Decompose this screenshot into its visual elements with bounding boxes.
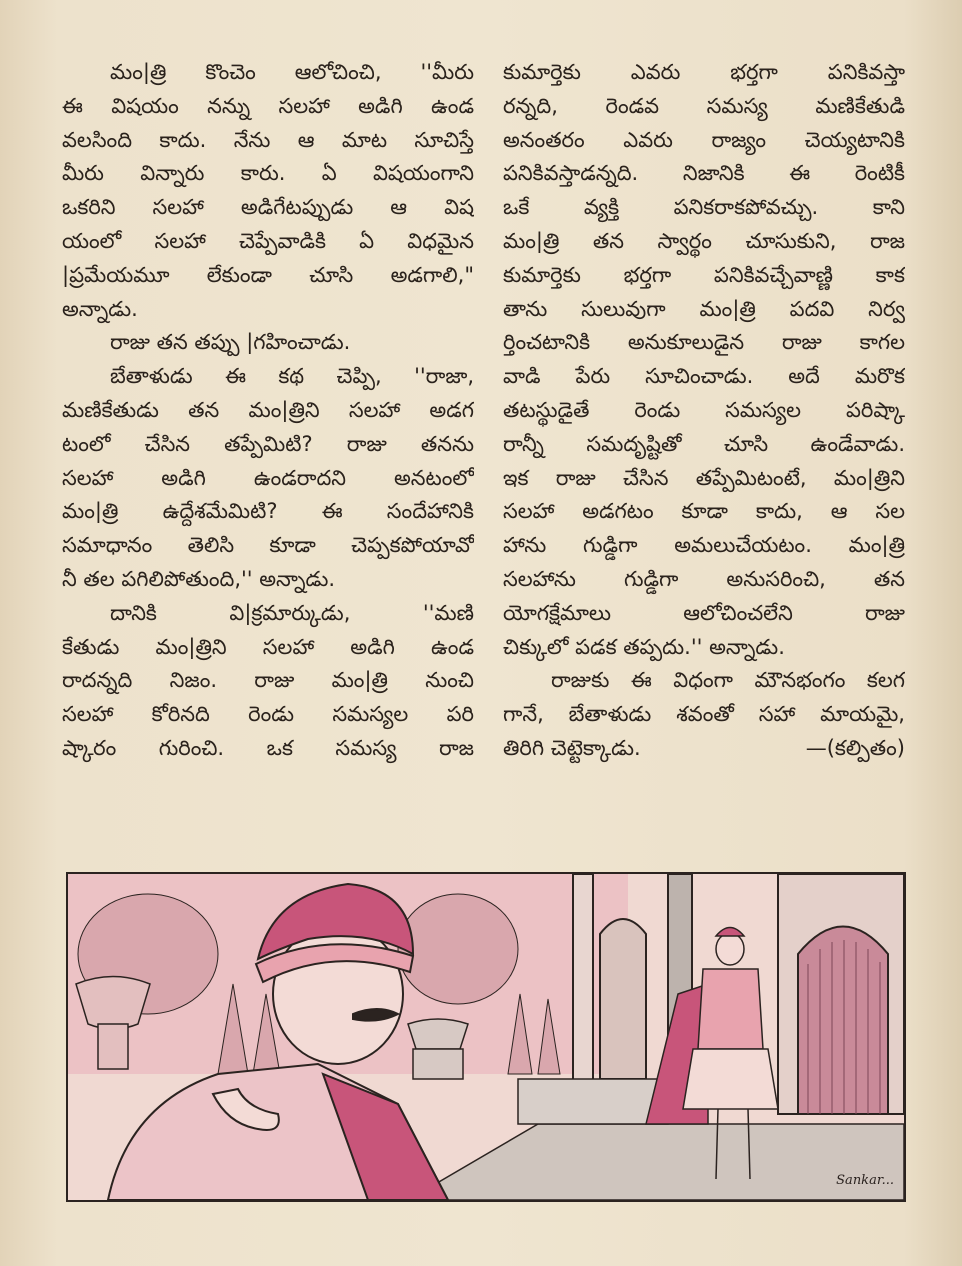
left-paragraph-4 xyxy=(62,597,474,766)
steps xyxy=(518,1079,668,1124)
text-line: అన్నాడు. xyxy=(62,296,138,321)
text-line: గానే, బేతాళుడు శవంతో సహా మాయమై, xyxy=(503,702,905,727)
text-line: తిరిగి చెట్టెక్కాడు. xyxy=(503,735,641,760)
text-line: చిక్కులో పడక తప్పదు.'' అన్నాడు. xyxy=(503,634,785,659)
text-line: సలహా అడిగి ఉండరాదని అనటంలో xyxy=(62,465,474,490)
text-line: ఒకరిని సలహా అడిగేటప్పుడు ఆ విష xyxy=(62,195,474,220)
text-line: మం|త్రి తన స్వార్థం చూసుకుని, రాజ xyxy=(503,228,905,253)
text-line: రన్నది, రెండవ సమస్య మణికేతుడి xyxy=(503,93,905,118)
text-line: మం|త్రి ఉద్దేశమేమిటి? ఈ సందేహానికి xyxy=(62,499,474,524)
text-line: ర్తించటానికి అనుకూలుడైన రాజు కాగల xyxy=(503,330,905,355)
text-line: రాన్నీ సమదృష్టితో చూసి ఉండేవాడు. xyxy=(503,431,905,456)
right-paragraph-1 xyxy=(503,56,905,664)
text-line: ఒకే వ్యక్తి పనికరాకపోవచ్చు. కాని xyxy=(503,195,905,220)
text-line: ష్కారం గురించి. ఒక సమస్య రాజ xyxy=(62,735,474,760)
text-line: సలహాను గుడ్డిగా అనుసరించి, తన xyxy=(503,566,905,591)
text-line: బేతాళుడు ఈ కథ చెప్పి, ''రాజా, xyxy=(110,364,474,389)
text-line: నీ తల పగిలిపోతుంది,'' అన్నాడు. xyxy=(62,566,336,591)
text-line: తాను సులువుగా మం|త్రి పదవి నిర్వ xyxy=(503,296,905,321)
story-illustration xyxy=(66,872,906,1202)
text-line: పనికివస్తాడన్నది. నిజానికి ఈ రెంటికీ xyxy=(503,161,905,186)
text-line: యోగక్షేమాలు ఆలోచించలేని రాజు xyxy=(503,600,905,625)
text-line: మీరు విన్నారు కారు. ఏ విషయంగాని xyxy=(62,161,474,186)
final-line xyxy=(503,732,905,766)
text-line: రాజుకు ఈ విధంగా మౌనభంగం కలగ xyxy=(551,668,905,693)
text-line: హాను గుడ్డిగా అమలుచేయటం. మం|త్రి xyxy=(503,533,905,558)
text-line: సలహా అడగటం కూడా కాదు, ఆ సల xyxy=(503,499,905,524)
text-line: కేతుడు మం|త్రిని సలహా అడిగి ఉండ xyxy=(62,634,474,659)
credit-label: —(కల్పితం) xyxy=(805,735,905,760)
text-line: సలహా కోరినది రెండు సమస్యల పరి xyxy=(62,702,474,727)
text-line: రాజు తన తప్పు |గహించాడు. xyxy=(110,330,351,355)
text-line: దానికి వి|క్రమార్కుడు, ''మణి xyxy=(110,600,474,625)
right-text-column xyxy=(503,56,905,766)
illustration-drawing xyxy=(68,874,904,1200)
text-line: యంలో సలహా చెప్పేవాడికి ఏ విధమైన xyxy=(62,228,474,253)
text-line: వలసింది కాదు. నేను ఆ మాట సూచిస్తే xyxy=(62,127,474,152)
text-line: కుమార్తెకు ఎవరు భర్తగా పనికివస్తా xyxy=(503,60,905,84)
text-line: కుమార్తెకు భర్తగా పనికివచ్చేవాణ్ణి కాక xyxy=(503,262,905,287)
left-paragraph-3 xyxy=(62,360,474,597)
right-paragraph-2 xyxy=(503,664,905,765)
text-line: వాడి పేరు సూచించాడు. అదే మరొక xyxy=(503,364,905,389)
text-line: మణికేతుడు తన మం|త్రిని సలహా అడగ xyxy=(62,397,474,422)
left-paragraph-2 xyxy=(62,326,474,360)
text-line: సమాధానం తెలిసి కూడా చెప్పకపోయావో xyxy=(62,533,474,558)
text-line: రాదన్నది నిజం. రాజు మం|త్రి నుంచి xyxy=(62,668,474,693)
text-line: ఈ విషయం నన్ను సలహా అడిగి ఉండ xyxy=(62,93,474,118)
text-line: టంలో చేసిన తప్పేమిటి? రాజు తనను xyxy=(62,431,474,456)
text-line: మం|త్రి కొంచెం ఆలోచించి, ''మీరు xyxy=(110,60,474,84)
text-line: అనంతరం ఎవరు రాజ్యం చెయ్యటానికి xyxy=(503,127,905,152)
text-line: |ప్రమేయమూ లేకుండా చూసి అడగాలి," xyxy=(62,262,474,287)
text-line: ఇక రాజు చేసిన తప్పేమిటంటే, మం|త్రిని xyxy=(503,465,905,490)
left-paragraph-1 xyxy=(62,56,474,326)
text-line: తటస్థుడైతే రెండు సమస్యల పరిష్కా xyxy=(503,397,905,422)
left-text-column xyxy=(62,56,474,766)
urn-center xyxy=(408,1019,468,1079)
artist-signature: Sankar... xyxy=(836,1173,894,1188)
